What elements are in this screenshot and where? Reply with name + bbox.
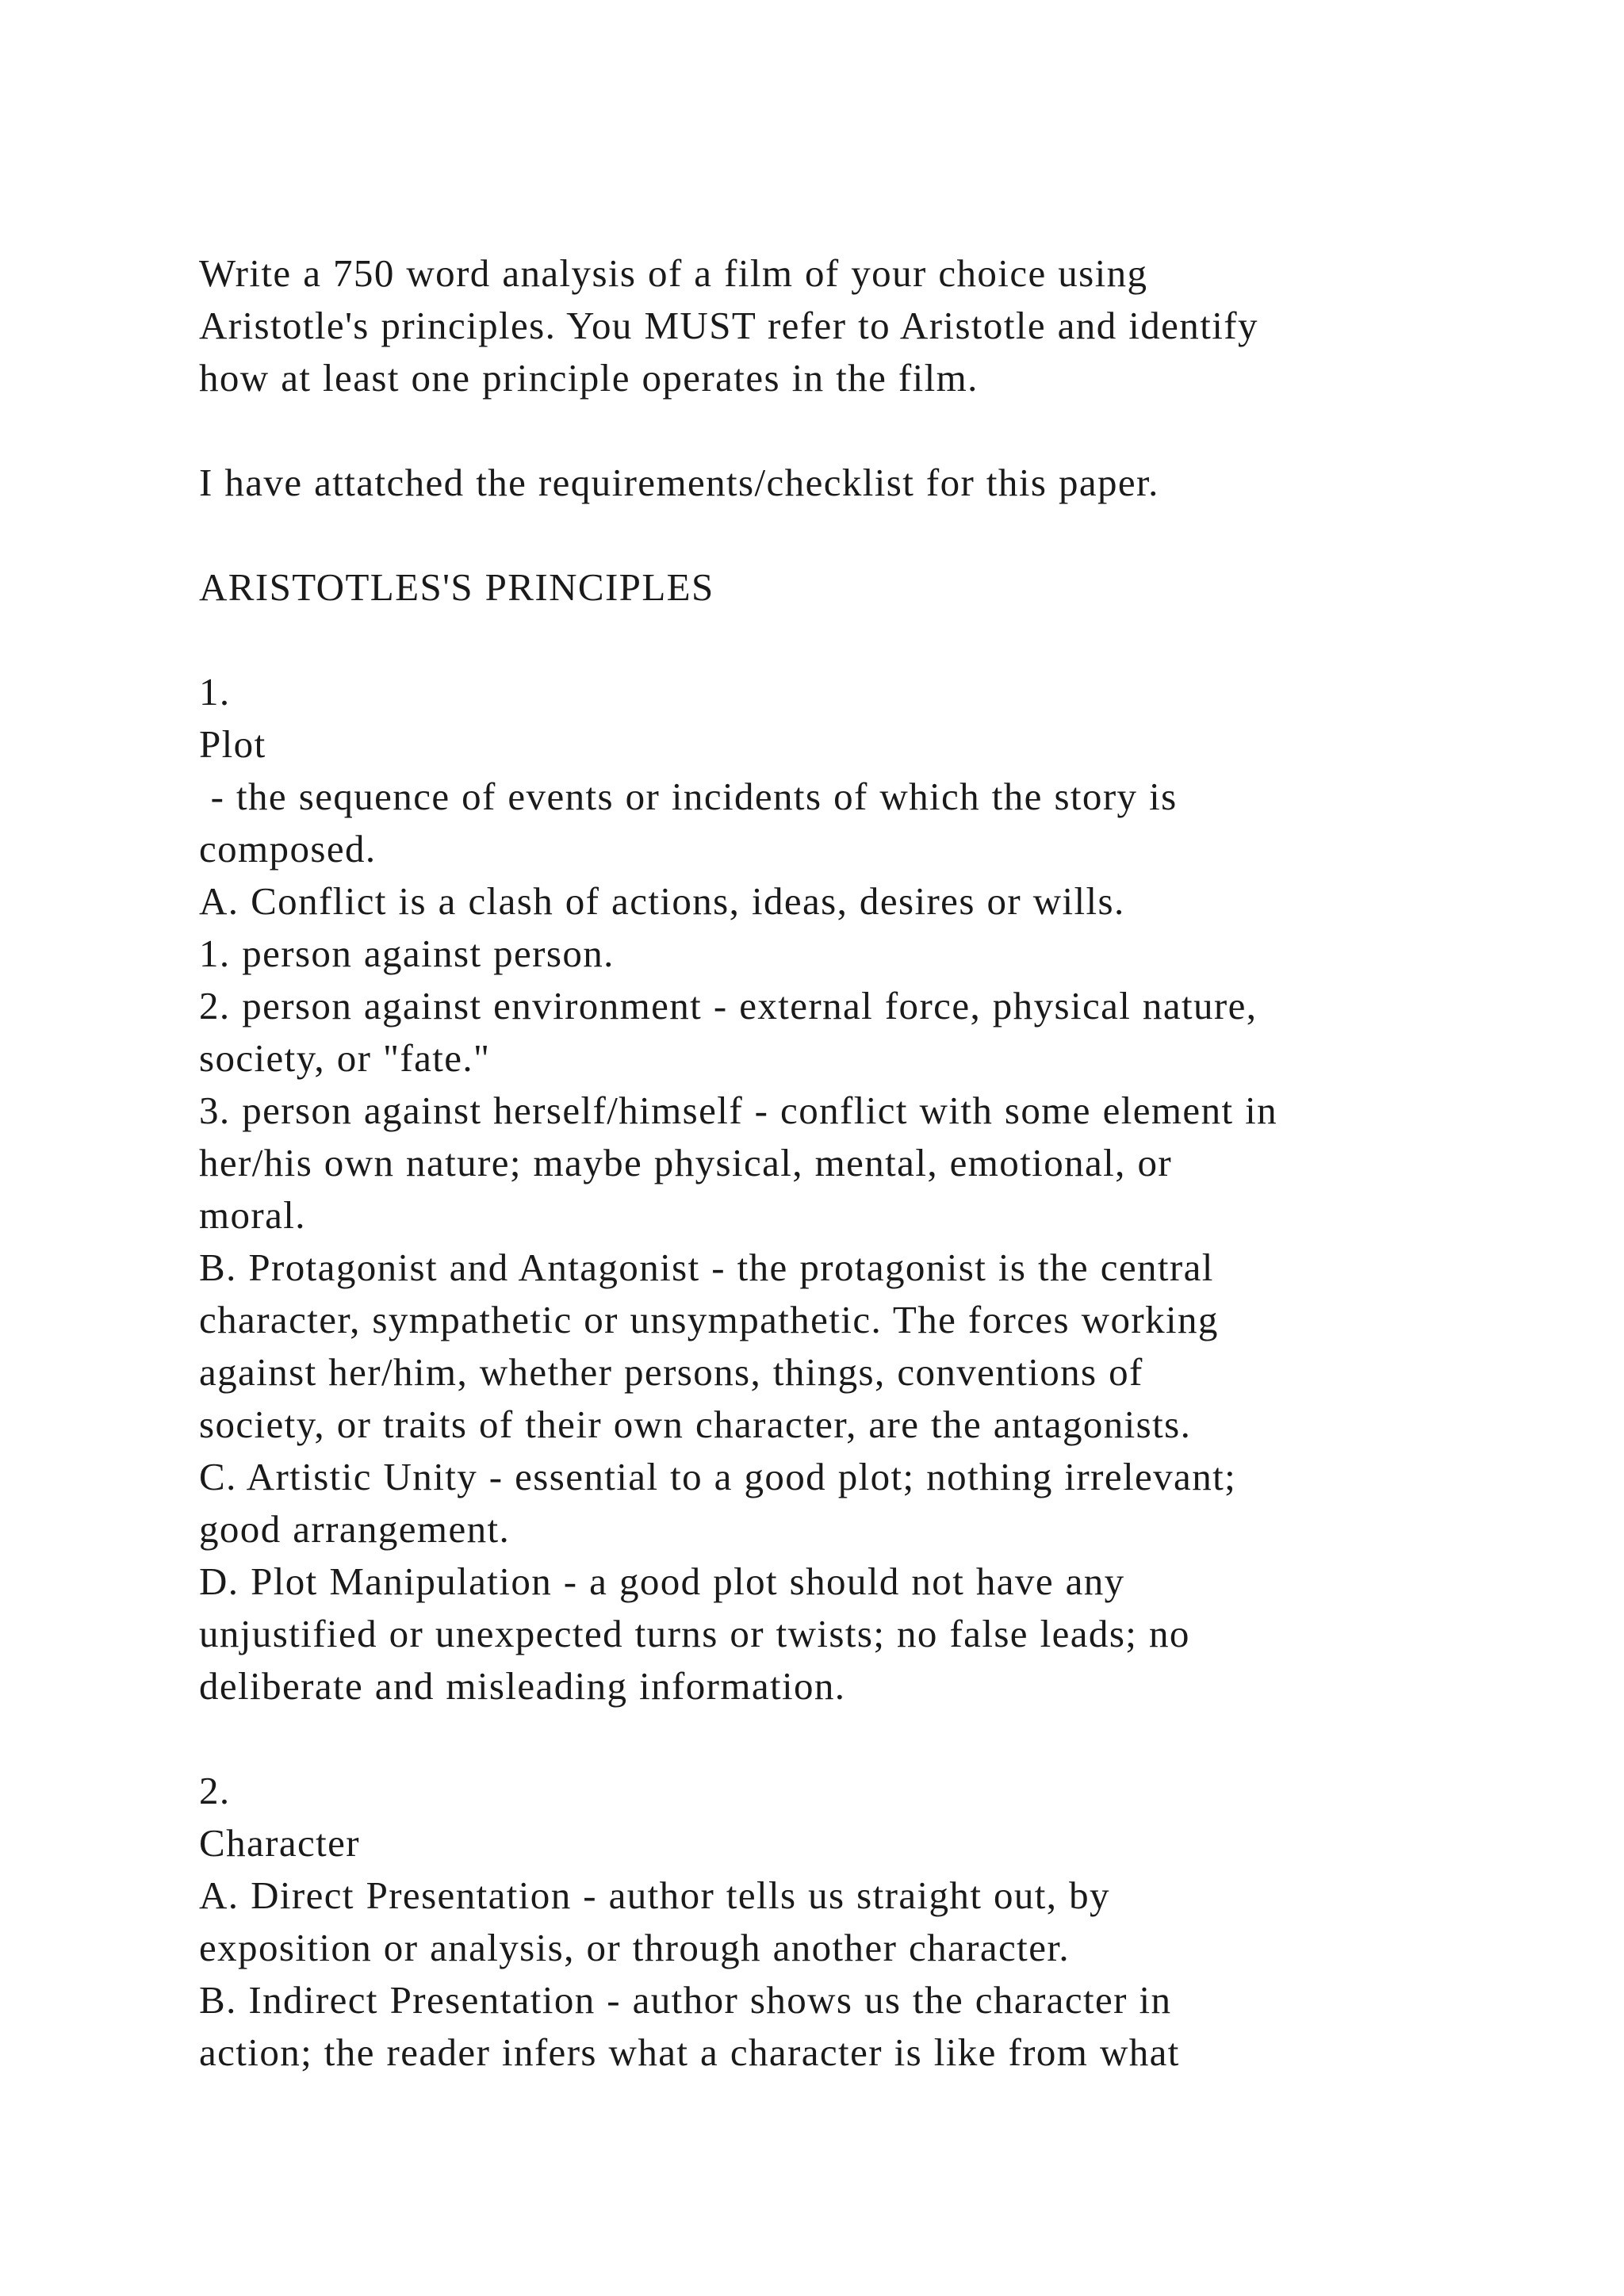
section-title: Plot xyxy=(199,722,266,766)
plot-line: 2. person against environment - external force, physical nature, xyxy=(199,984,1258,1027)
plot-line: D. Plot Manipulation - a good plot should not have any xyxy=(199,1559,1125,1603)
plot-line: A. Conflict is a clash of actions, ideas, desires or wills. xyxy=(199,879,1125,923)
plot-line: 1. person against person. xyxy=(199,932,615,975)
principles-heading: ARISTOTLES'S PRINCIPLES xyxy=(199,565,714,609)
blank-line xyxy=(199,509,1595,561)
plot-line: moral. xyxy=(199,1193,306,1237)
plot-line: society, or "fate." xyxy=(199,1036,491,1080)
blank-line xyxy=(199,1712,1595,1765)
plot-line: composed. xyxy=(199,827,377,871)
section-number: 1. xyxy=(199,670,231,714)
blank-line xyxy=(199,404,1595,457)
intro-line: Write a 750 word analysis of a film of your choice using xyxy=(199,251,1148,295)
plot-line: character, sympathetic or unsympathetic. The forces working xyxy=(199,1298,1219,1341)
character-line: action; the reader infers what a character is like from what xyxy=(199,2030,1180,2074)
blank-line xyxy=(199,614,1595,666)
plot-line: deliberate and misleading information. xyxy=(199,1664,846,1708)
plot-line: her/his own nature; maybe physical, mental, emotional, or xyxy=(199,1141,1173,1184)
document-body xyxy=(199,247,1595,2079)
plot-line: unjustified or unexpected turns or twists; no false leads; no xyxy=(199,1612,1190,1655)
plot-line: good arrangement. xyxy=(199,1507,511,1551)
intro-line: Aristotle's principles. You MUST refer to Aristotle and identify xyxy=(199,304,1258,347)
plot-line: C. Artistic Unity - essential to a good plot; nothing irrelevant; xyxy=(199,1455,1237,1498)
character-line: exposition or analysis, or through another character. xyxy=(199,1926,1071,1969)
plot-line: 3. person against herself/himself - conflict with some element in xyxy=(199,1089,1278,1132)
section-number: 2. xyxy=(199,1769,231,1812)
attachment-note: I have attatched the requirements/checklist for this paper. xyxy=(199,461,1159,504)
plot-line: B. Protagonist and Antagonist - the protagonist is the central xyxy=(199,1246,1214,1289)
section-title: Character xyxy=(199,1821,361,1865)
plot-line: against her/him, whether persons, things, conventions of xyxy=(199,1350,1143,1394)
intro-line: how at least one principle operates in the film. xyxy=(199,356,979,400)
character-line: B. Indirect Presentation - author shows us the character in xyxy=(199,1978,1172,2022)
character-line: A. Direct Presentation - author tells us straight out, by xyxy=(199,1873,1110,1917)
plot-line: society, or traits of their own character, are the antagonists. xyxy=(199,1402,1192,1446)
plot-line: - the sequence of events or incidents of which the story is xyxy=(199,775,1178,818)
